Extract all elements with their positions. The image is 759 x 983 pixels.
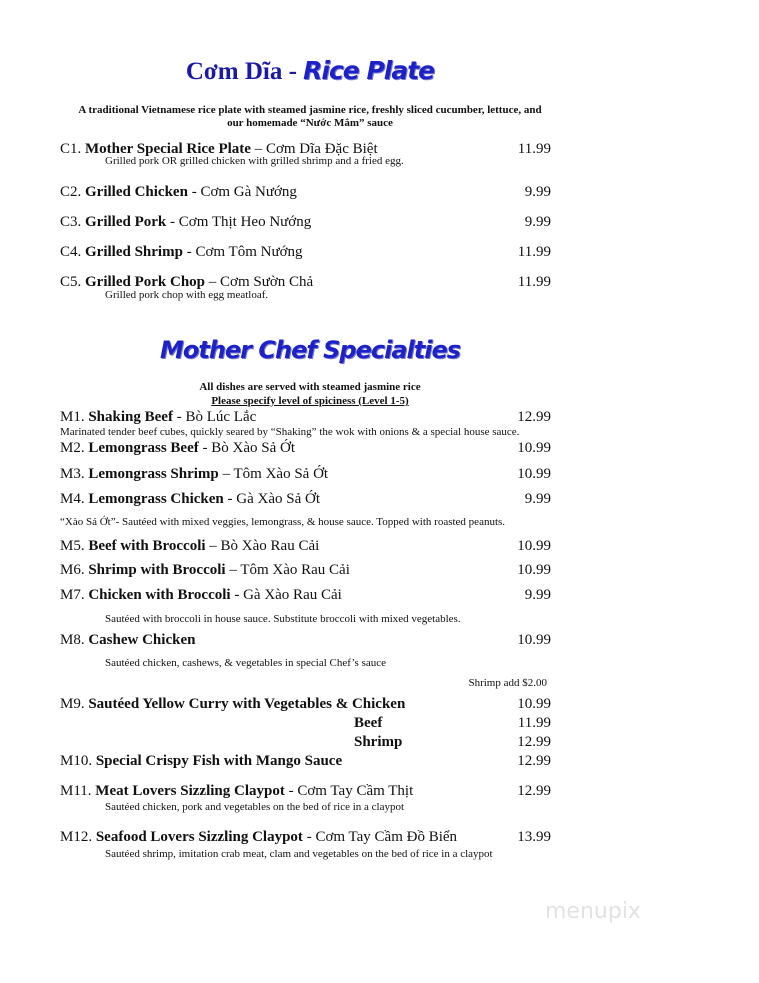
item-vietnamese-name: Cơm Gà Nướng <box>200 184 297 200</box>
item-vietnamese-name: Bò Xào Sả Ớt <box>211 440 295 456</box>
item-name: Grilled Pork <box>85 214 167 230</box>
item-option-name: Shrimp <box>354 734 403 750</box>
item-name: Lemongrass Beef <box>88 440 199 456</box>
item-separator: – <box>205 274 221 290</box>
item-separator: - <box>172 409 186 425</box>
menu-item <box>60 631 195 649</box>
menu-item <box>60 782 413 800</box>
item-name: Lemongrass Shrimp <box>88 466 219 482</box>
note-spiciness: Please specify level of spiciness (Level 1-5) <box>211 395 409 407</box>
menu-item <box>60 828 457 846</box>
item-code: C3. <box>60 214 82 230</box>
item-code: M4. <box>60 491 85 507</box>
item-name: Lemongrass Chicken <box>88 491 224 507</box>
menu-item <box>60 490 320 508</box>
item-vietnamese-name: Cơm Tay Cầm Đồ Biển <box>315 829 458 845</box>
item-name: Shaking Beef <box>88 409 173 425</box>
item-code: M5. <box>60 538 85 554</box>
menu-item <box>60 465 328 483</box>
item-option-price: 12.99 <box>517 734 551 750</box>
item-separator: - <box>284 783 298 799</box>
item-code: M2. <box>60 440 85 456</box>
menu-item <box>60 695 405 713</box>
item-name: Chicken with Broccoli <box>88 587 231 603</box>
item-name: Shrimp with Broccoli <box>88 562 226 578</box>
item-code: M8. <box>60 632 85 648</box>
item-description: Marinated tender beef cubes, quickly seared by “Shaking” the wok with onions & a special house sauce. <box>60 426 520 438</box>
item-code: C1. <box>60 141 82 157</box>
item-vietnamese-name: Gà Xào Rau Cải <box>243 587 342 603</box>
item-separator: - <box>182 244 196 260</box>
item-name: Grilled Pork Chop <box>85 274 206 290</box>
item-vietnamese-name: Cơm Sườn Chả <box>220 274 314 290</box>
item-code: M10. <box>60 753 93 769</box>
menu-item <box>60 408 256 426</box>
item-vietnamese-name: Tôm Xào Rau Cải <box>240 562 350 578</box>
item-price: 10.99 <box>517 440 551 456</box>
title-english: Rice Plate <box>303 56 435 85</box>
item-name: Sautéed Yellow Curry with Vegetables & Chicken <box>88 696 406 712</box>
broccoli-note: Sautéed with broccoli in house sauce. Substitute broccoli with mixed vegetables. <box>105 613 461 625</box>
item-price: 9.99 <box>524 214 551 230</box>
item-code: M7. <box>60 587 85 603</box>
item-price: 10.99 <box>517 632 551 648</box>
item-name: Beef with Broccoli <box>88 538 206 554</box>
item-price: 11.99 <box>517 244 551 260</box>
watermark-logo: menupix <box>545 899 641 924</box>
item-code: M11. <box>60 783 92 799</box>
note-rice: All dishes are served with steamed jasmine rice <box>199 381 421 393</box>
item-vietnamese-name: Bò Lúc Lắc <box>185 409 257 425</box>
item-separator: - <box>302 829 316 845</box>
item-name: Mother Special Rice Plate <box>85 141 251 157</box>
item-separator: – <box>205 538 221 554</box>
item-separator: - <box>166 214 179 230</box>
item-name: Meat Lovers Sizzling Claypot <box>95 783 285 799</box>
menu-item <box>60 752 342 770</box>
item-name: Cashew Chicken <box>88 632 196 648</box>
item-separator: – <box>218 466 234 482</box>
item-vietnamese-name: Gà Xào Sả Ớt <box>236 491 321 507</box>
item-price: 10.99 <box>517 466 551 482</box>
item-price: 10.99 <box>517 538 551 554</box>
item-vietnamese-name: Cơm Dĩa Đặc Biệt <box>265 141 378 157</box>
item-price: 9.99 <box>524 491 551 507</box>
item-description: Grilled pork OR grilled chicken with grilled shrimp and a fried egg. <box>105 155 404 167</box>
menu-item <box>60 561 350 579</box>
item-price: 12.99 <box>517 783 551 799</box>
item-vietnamese-name: Bò Xào Rau Cải <box>220 538 320 554</box>
item-price: 10.99 <box>517 562 551 578</box>
item-price: 9.99 <box>524 587 551 603</box>
item-description: Sautéed shrimp, imitation crab meat, clam and vegetables on the bed of rice in a claypot <box>105 848 493 860</box>
section-title-rice-plate <box>0 56 620 86</box>
title-vietnamese: Cơm Dĩa - <box>185 58 297 85</box>
item-code: C5. <box>60 274 82 290</box>
item-code: C4. <box>60 244 82 260</box>
item-price: 13.99 <box>517 829 551 845</box>
item-name: Grilled Shrimp <box>85 244 183 260</box>
intro-line-2: our homemade “Nước Mắm” sauce <box>227 117 393 129</box>
item-price: 11.99 <box>517 141 551 157</box>
item-price: 11.99 <box>517 274 551 290</box>
item-price: 9.99 <box>524 184 551 200</box>
item-description: Grilled pork chop with egg meatloaf. <box>105 289 269 301</box>
item-option-price: 11.99 <box>517 715 551 731</box>
item-price: 10.99 <box>517 696 551 712</box>
item-description: Sautéed chicken, pork and vegetables on the bed of rice in a claypot <box>105 801 405 813</box>
item-separator: - <box>198 440 212 456</box>
item-vietnamese-name: Cơm Tay Cầm Thịt <box>297 783 414 799</box>
item-description: Sautéed chicken, cashews, & vegetables in special Chef’s sauce <box>105 657 387 669</box>
item-vietnamese-name: Tôm Xào Sả Ớt <box>233 466 329 482</box>
item-code: M3. <box>60 466 85 482</box>
item-name: Grilled Chicken <box>85 184 188 200</box>
item-price: 12.99 <box>517 409 551 425</box>
item-code: C2. <box>60 184 82 200</box>
menu-item <box>60 183 297 201</box>
menu-item <box>60 439 295 457</box>
shrimp-add-note: Shrimp add $2.00 <box>468 677 547 689</box>
menu-item <box>60 213 311 231</box>
item-vietnamese-name: Cơm Thịt Heo Nướng <box>178 214 312 230</box>
lemongrass-note: “Xào Sả Ớt”- Sautéed with mixed veggies, lemongrass, & house sauce. Topped with roasted peanuts. <box>60 516 506 528</box>
item-name: Seafood Lovers Sizzling Claypot <box>95 829 303 845</box>
item-option-name: Beef <box>354 715 383 731</box>
item-code: M9. <box>60 696 85 712</box>
item-price: 12.99 <box>517 753 551 769</box>
item-separator: - <box>230 587 244 603</box>
item-code: M1. <box>60 409 85 425</box>
menu-item <box>60 537 319 555</box>
item-code: M12. <box>60 829 93 845</box>
item-vietnamese-name: Cơm Tôm Nướng <box>195 244 303 260</box>
intro-line-1: A traditional Vietnamese rice plate with steamed jasmine rice, freshly sliced cucumber, lettuce, and <box>78 104 542 116</box>
menu-item <box>60 586 342 604</box>
item-name: Special Crispy Fish with Mango Sauce <box>95 753 343 769</box>
item-separator: – <box>225 562 241 578</box>
item-separator: - <box>223 491 237 507</box>
item-separator: – <box>250 141 266 157</box>
section-title-specialties: Mother Chef Specialties <box>159 336 461 364</box>
item-code: M6. <box>60 562 85 578</box>
item-separator: - <box>187 184 201 200</box>
menu-item <box>60 243 303 261</box>
